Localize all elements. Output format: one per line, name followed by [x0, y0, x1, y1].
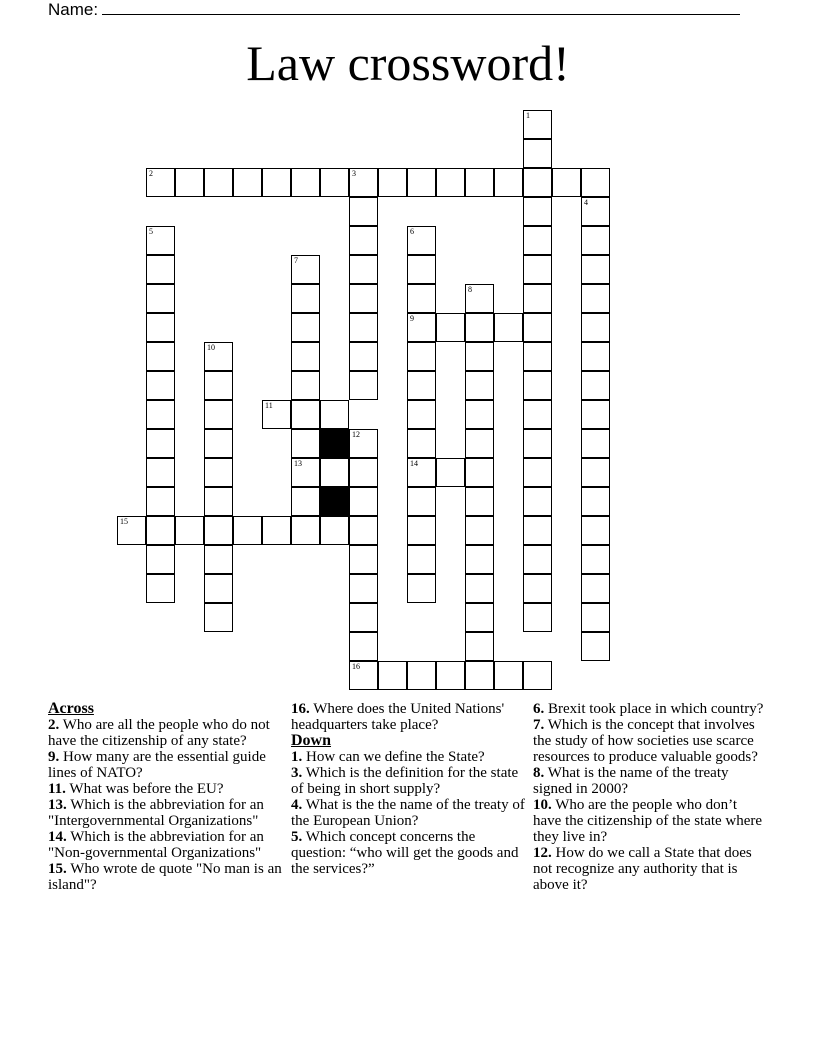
clue-number: 7.: [533, 717, 545, 733]
clues-column-1: [48, 701, 283, 893]
clue-number: 16.: [291, 701, 310, 717]
clue-text: What is the name of the treaty signed in 2000?: [533, 765, 729, 797]
grid-cell[interactable]: [523, 516, 552, 545]
clues-column-3: [533, 701, 768, 893]
grid-cell[interactable]: [204, 487, 233, 516]
clue-number: 14.: [48, 829, 67, 845]
grid-cell[interactable]: [436, 661, 465, 690]
grid-cell[interactable]: [349, 632, 378, 661]
grid-cell[interactable]: [494, 313, 523, 342]
clue-number: 3.: [291, 765, 303, 781]
grid-cell[interactable]: [407, 458, 436, 487]
grid-cell[interactable]: [291, 400, 320, 429]
clue-across-11: [48, 781, 283, 797]
black-cell: [320, 487, 349, 516]
grid-cell[interactable]: [146, 487, 175, 516]
grid-cell[interactable]: [291, 458, 320, 487]
grid-cell[interactable]: [146, 516, 175, 545]
clue-number-label: 15: [120, 517, 128, 526]
grid-cell[interactable]: [320, 400, 349, 429]
grid-cell[interactable]: [291, 429, 320, 458]
grid-cell[interactable]: [407, 226, 436, 255]
grid-cell[interactable]: [407, 516, 436, 545]
clue-text: Who are all the people who do not have the citizenship of any state?: [48, 717, 270, 749]
grid-cell[interactable]: [581, 545, 610, 574]
grid-cell[interactable]: [349, 545, 378, 574]
grid-cell[interactable]: [407, 661, 436, 690]
clue-down-10: [533, 797, 768, 845]
grid-cell[interactable]: [291, 284, 320, 313]
grid-cell[interactable]: [523, 400, 552, 429]
grid-cell[interactable]: [465, 661, 494, 690]
grid-cell[interactable]: [291, 255, 320, 284]
clue-number: 15.: [48, 861, 67, 877]
grid-cell[interactable]: [465, 400, 494, 429]
grid-cell[interactable]: [378, 661, 407, 690]
grid-cell[interactable]: [494, 661, 523, 690]
grid-cell[interactable]: [204, 168, 233, 197]
grid-cell[interactable]: [465, 371, 494, 400]
clue-across-2: [48, 717, 283, 749]
clue-number: 13.: [48, 797, 67, 813]
grid-cell[interactable]: [146, 371, 175, 400]
grid-cell[interactable]: [204, 574, 233, 603]
clue-number: 1.: [291, 749, 303, 765]
clue-text: Which concept concerns the question: “who will get the goods and the services?”: [291, 829, 519, 877]
grid-cell[interactable]: [204, 516, 233, 545]
clue-down-5: [291, 829, 526, 877]
grid-cell[interactable]: [204, 545, 233, 574]
grid-cell[interactable]: [349, 574, 378, 603]
grid-cell[interactable]: [523, 139, 552, 168]
grid-cell[interactable]: [146, 284, 175, 313]
clue-down-6: [533, 701, 768, 717]
clue-text: Which is the abbreviation for an "Intergovernmental Organizations": [48, 797, 264, 829]
grid-cell[interactable]: [349, 661, 378, 690]
grid-cell[interactable]: [349, 313, 378, 342]
clue-across-16: [291, 701, 526, 733]
grid-cell[interactable]: [146, 545, 175, 574]
grid-cell[interactable]: [146, 255, 175, 284]
clue-number: 6.: [533, 701, 545, 717]
clue-text: Who are the people who don’t have the citizenship of the state where they live in?: [533, 797, 763, 845]
clue-number-label: 12: [352, 430, 360, 439]
grid-cell[interactable]: [349, 487, 378, 516]
grid-cell[interactable]: [523, 255, 552, 284]
grid-cell[interactable]: [349, 516, 378, 545]
grid-cell[interactable]: [146, 226, 175, 255]
clue-number-label: 8: [468, 285, 472, 294]
grid-cell[interactable]: [349, 342, 378, 371]
grid-cell[interactable]: [523, 574, 552, 603]
grid-cell[interactable]: [465, 545, 494, 574]
grid-cell[interactable]: [233, 516, 262, 545]
clue-text: Which is the concept that involves the study of how societies use scarce resources to produce valuable goods?: [533, 717, 758, 765]
clue-number-label: 14: [410, 459, 418, 468]
grid-cell[interactable]: [581, 342, 610, 371]
grid-cell[interactable]: [465, 516, 494, 545]
grid-cell[interactable]: [349, 429, 378, 458]
clue-down-8: [533, 765, 768, 797]
grid-cell[interactable]: [262, 400, 291, 429]
grid-cell[interactable]: [349, 603, 378, 632]
grid-cell[interactable]: [291, 487, 320, 516]
grid-cell[interactable]: [320, 168, 349, 197]
clue-text: Which is the definition for the state of being in short supply?: [291, 765, 519, 797]
black-cell: [320, 429, 349, 458]
grid-cell[interactable]: [146, 342, 175, 371]
grid-cell[interactable]: [523, 284, 552, 313]
down-heading: Down: [291, 732, 332, 749]
grid-cell[interactable]: [407, 400, 436, 429]
grid-cell[interactable]: [523, 429, 552, 458]
grid-cell[interactable]: [523, 487, 552, 516]
clue-number: 12.: [533, 845, 552, 861]
clue-number-label: 13: [294, 459, 302, 468]
clue-number-label: 1: [526, 111, 530, 120]
grid-cell[interactable]: [523, 197, 552, 226]
grid-cell[interactable]: [146, 458, 175, 487]
clue-number-label: 9: [410, 314, 414, 323]
grid-cell[interactable]: [407, 284, 436, 313]
clue-across-13: [48, 797, 283, 829]
grid-cell[interactable]: [146, 429, 175, 458]
grid-cell[interactable]: [291, 313, 320, 342]
grid-cell[interactable]: [262, 516, 291, 545]
clue-number: 4.: [291, 797, 303, 813]
grid-cell[interactable]: [523, 603, 552, 632]
clue-down-1: [291, 749, 526, 765]
grid-cell[interactable]: [581, 574, 610, 603]
clue-number: 8.: [533, 765, 545, 781]
clue-number-label: 10: [207, 343, 215, 352]
clue-number: 10.: [533, 797, 552, 813]
grid-cell[interactable]: [117, 516, 146, 545]
clues-column-2: [291, 701, 526, 877]
grid-cell[interactable]: [523, 661, 552, 690]
clue-number-label: 2: [149, 169, 153, 178]
grid-cell[interactable]: [581, 371, 610, 400]
grid-cell[interactable]: [175, 516, 204, 545]
grid-cell[interactable]: [407, 371, 436, 400]
grid-cell[interactable]: [581, 487, 610, 516]
grid-cell[interactable]: [581, 458, 610, 487]
grid-cell[interactable]: [407, 574, 436, 603]
clue-text: How do we call a State that does not recognize any authority that is above it?: [533, 845, 752, 893]
grid-cell[interactable]: [349, 458, 378, 487]
clue-number-label: 4: [584, 198, 588, 207]
clue-number-label: 11: [265, 401, 273, 410]
grid-cell[interactable]: [320, 516, 349, 545]
clue-down-12: [533, 845, 768, 893]
grid-cell[interactable]: [407, 168, 436, 197]
grid-cell[interactable]: [349, 284, 378, 313]
grid-cell[interactable]: [523, 371, 552, 400]
grid-cell[interactable]: [146, 574, 175, 603]
grid-cell[interactable]: [581, 516, 610, 545]
grid-cell[interactable]: [581, 168, 610, 197]
grid-cell[interactable]: [465, 603, 494, 632]
grid-cell[interactable]: [320, 458, 349, 487]
grid-cell[interactable]: [262, 168, 291, 197]
grid-cell[interactable]: [465, 458, 494, 487]
grid-cell[interactable]: [523, 545, 552, 574]
grid-cell[interactable]: [233, 168, 262, 197]
grid-cell[interactable]: [349, 197, 378, 226]
grid-cell[interactable]: [523, 342, 552, 371]
clue-number-label: 16: [352, 662, 360, 671]
grid-cell[interactable]: [523, 313, 552, 342]
grid-cell[interactable]: [465, 632, 494, 661]
clue-text: How many are the essential guide lines of NATO?: [48, 749, 266, 781]
clue-number: 9.: [48, 749, 60, 765]
grid-cell[interactable]: [204, 429, 233, 458]
grid-cell[interactable]: [407, 342, 436, 371]
grid-cell[interactable]: [581, 226, 610, 255]
grid-cell[interactable]: [349, 168, 378, 197]
grid-cell[interactable]: [204, 603, 233, 632]
grid-cell[interactable]: [465, 313, 494, 342]
grid-cell[interactable]: [291, 342, 320, 371]
clue-number-label: 6: [410, 227, 414, 236]
grid-cell[interactable]: [436, 458, 465, 487]
grid-cell[interactable]: [146, 400, 175, 429]
grid-cell[interactable]: [349, 226, 378, 255]
clue-number: 11.: [48, 781, 66, 797]
grid-cell[interactable]: [581, 255, 610, 284]
grid-cell[interactable]: [175, 168, 204, 197]
clue-text: Which is the abbreviation for an "Non-governmental Organizations": [48, 829, 264, 861]
grid-cell[interactable]: [204, 458, 233, 487]
clue-across-9: [48, 749, 283, 781]
grid-cell[interactable]: [349, 371, 378, 400]
page-title: Law crossword!: [246, 35, 570, 91]
grid-cell[interactable]: [465, 429, 494, 458]
clue-down-7: [533, 717, 768, 765]
clue-number: 2.: [48, 717, 60, 733]
clue-text: What was before the EU?: [69, 781, 224, 797]
clue-number-label: 3: [352, 169, 356, 178]
grid-cell[interactable]: [581, 429, 610, 458]
grid-cell[interactable]: [581, 197, 610, 226]
grid-cell[interactable]: [291, 371, 320, 400]
grid-cell[interactable]: [146, 313, 175, 342]
grid-cell[interactable]: [407, 545, 436, 574]
grid-cell[interactable]: [552, 168, 581, 197]
grid-cell[interactable]: [291, 516, 320, 545]
grid-cell[interactable]: [494, 168, 523, 197]
grid-cell[interactable]: [407, 487, 436, 516]
clue-across-15: [48, 861, 283, 893]
grid-cell[interactable]: [291, 168, 320, 197]
clue-number-label: 5: [149, 227, 153, 236]
clue-down-4: [291, 797, 526, 829]
grid-cell[interactable]: [465, 487, 494, 516]
grid-cell[interactable]: [581, 284, 610, 313]
grid-cell[interactable]: [204, 400, 233, 429]
grid-cell[interactable]: [465, 574, 494, 603]
grid-cell[interactable]: [465, 168, 494, 197]
grid-cell[interactable]: [407, 255, 436, 284]
across-heading: Across: [48, 700, 94, 717]
grid-cell[interactable]: [349, 255, 378, 284]
grid-cell[interactable]: [523, 458, 552, 487]
clue-down-3: [291, 765, 526, 797]
grid-cell[interactable]: [581, 400, 610, 429]
clue-number-label: 7: [294, 256, 298, 265]
grid-cell[interactable]: [581, 313, 610, 342]
grid-cell[interactable]: [436, 313, 465, 342]
grid-cell[interactable]: [204, 371, 233, 400]
grid-cell[interactable]: [523, 226, 552, 255]
grid-cell[interactable]: [465, 342, 494, 371]
clue-across-14: [48, 829, 283, 861]
clue-text: Who wrote de quote "No man is an island"?: [48, 861, 282, 893]
grid-cell[interactable]: [378, 168, 407, 197]
grid-cell[interactable]: [436, 168, 465, 197]
name-label: Name:: [48, 0, 99, 19]
grid-cell[interactable]: [407, 313, 436, 342]
grid-cell[interactable]: [523, 168, 552, 197]
grid-cell[interactable]: [204, 342, 233, 371]
clue-text: Brexit took place in which country?: [548, 701, 764, 717]
grid-cell[interactable]: [581, 632, 610, 661]
clue-text: What is the the name of the treaty of the European Union?: [291, 797, 525, 829]
grid-cell[interactable]: [407, 429, 436, 458]
clue-text: Where does the United Nations' headquarters take place?: [291, 701, 505, 733]
grid-cell[interactable]: [465, 284, 494, 313]
clue-text: How can we define the State?: [306, 749, 485, 765]
grid-cell[interactable]: [146, 168, 175, 197]
clue-number: 5.: [291, 829, 303, 845]
grid-cell[interactable]: [581, 603, 610, 632]
grid-cell[interactable]: [523, 110, 552, 139]
